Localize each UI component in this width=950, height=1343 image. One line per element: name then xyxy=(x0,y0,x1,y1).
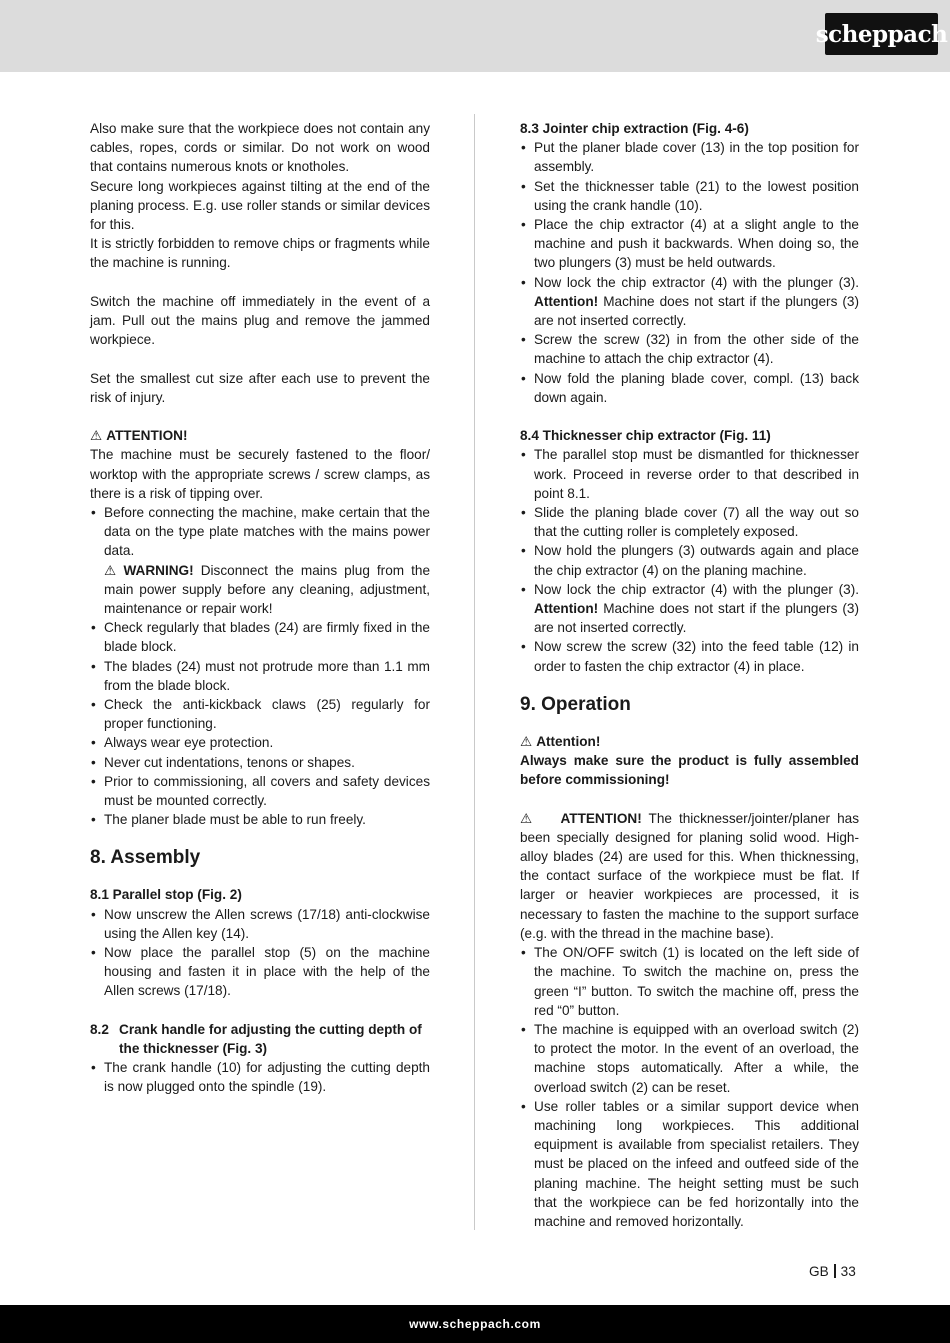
warning-label: WARNING! xyxy=(123,562,194,578)
parallel-stop-list xyxy=(90,905,430,1001)
brand-logo: scheppach xyxy=(825,13,938,55)
attention-paragraph xyxy=(520,809,859,943)
list-item: • Always wear eye protection. xyxy=(90,733,430,752)
footer-bar xyxy=(0,1305,950,1343)
list-item: • The crank handle (10) for adjusting the cutting depth is now plugged onto the spindle (19). xyxy=(90,1058,430,1096)
warning-triangle-icon: ⚠ xyxy=(90,428,103,444)
attention-heading xyxy=(520,732,859,751)
subsection-title: 8.4 Thicknesser chip extractor (Fig. 11) xyxy=(520,428,771,444)
section-title-operation: 9. Operation xyxy=(520,693,631,715)
list-item-text: Now lock the chip extractor (4) with the plunger (3). xyxy=(534,274,859,290)
paragraph: It is strictly forbidden to remove chips or fragments while the machine is running. xyxy=(90,236,430,271)
list-item: • Prior to commissioning, all covers and safety devices must be mounted correctly. xyxy=(90,772,430,810)
paragraph: Switch the machine off immediately in the event of a jam. Pull out the mains plug and remove the jammed workpiece. xyxy=(90,293,430,348)
column-divider xyxy=(474,114,475,1230)
paragraph: Secure long workpieces against tilting at the end of the planing process. E.g. use roller stands or similar devices for this. xyxy=(90,178,430,233)
header-bar xyxy=(0,0,950,72)
list-item: • Check regularly that blades (24) are firmly fixed in the blade block. xyxy=(90,618,430,656)
warning-triangle-icon: ⚠ xyxy=(104,562,120,578)
crank-handle-list xyxy=(90,1058,430,1096)
paragraph: Also make sure that the workpiece does not contain any cables, ropes, cords or similar. Do not work on wood that contains numerous knots or knotholes. xyxy=(90,121,430,175)
language-code: GB xyxy=(809,1264,829,1279)
attention-text: Machine does not start if the plungers (3) are not inserted correctly. xyxy=(534,293,859,329)
warning-triangle-icon: ⚠ xyxy=(520,810,536,826)
list-item: • Place the chip extractor (4) at a slight angle to the machine and push it backwards. When doing so, the two plungers (3) must be held outwards. xyxy=(520,215,859,273)
list-item: • The blades (24) must not protrude more than 1.1 mm from the blade block. xyxy=(90,657,430,695)
list-item: • Now hold the plungers (3) outwards again and place the chip extractor (4) on the planing machine. xyxy=(520,541,859,579)
list-item: • Slide the planing blade cover (7) all the way out so that the cutting roller is completely exposed. xyxy=(520,503,859,541)
safety-list xyxy=(90,503,430,829)
attention-label: ATTENTION! xyxy=(106,428,188,444)
right-column xyxy=(520,119,859,1231)
subsection-number: 8.2 xyxy=(90,1021,109,1037)
attention-text: The thicknesser/jointer/planer has been specially designed for planing solid wood. High-alloy blades (24) are used for this. When thicknessing, the contact surface of the workpiece must be flat. If larger or heavier workpieces are processed, it is necessary to fasten the machine to the support surface (e.g. with the thread in the machine base). xyxy=(520,810,859,941)
list-item: • Screw the screw (32) in from the other side of the machine to attach the chip extractor (4). xyxy=(520,330,859,368)
subsection-title: 8.1 Parallel stop (Fig. 2) xyxy=(90,887,242,903)
list-item: • Use roller tables or a similar support device when machining long workpieces. This additional equipment is available from specialist retailers. They must be placed on the infeed and outfeed side of the planing machine. The height setting must be such that the workpiece can be fed horizontally into the machine and removed horizontally. xyxy=(520,1097,859,1231)
attention-label: Attention! xyxy=(534,293,599,309)
jointer-extraction-list xyxy=(520,138,859,407)
paragraph: Set the smallest cut size after each use to prevent the risk of injury. xyxy=(90,370,430,405)
list-item xyxy=(520,580,859,638)
list-item: • Set the thicknesser table (21) to the lowest position using the crank handle (10). xyxy=(520,177,859,215)
list-item: • Now unscrew the Allen screws (17/18) anti-clockwise using the Allen key (14). xyxy=(90,905,430,943)
list-item xyxy=(90,503,430,618)
list-item xyxy=(520,273,859,331)
list-item: • Put the planer blade cover (13) in the top position for assembly. xyxy=(520,138,859,176)
website-url: www.scheppach.com xyxy=(409,1317,541,1331)
thicknesser-extraction-list xyxy=(520,445,859,675)
page-number xyxy=(809,1264,856,1279)
list-item-text: Now lock the chip extractor (4) with the plunger (3). xyxy=(534,581,859,597)
list-item: • The planer blade must be able to run freely. xyxy=(90,810,430,829)
left-column xyxy=(90,119,430,1097)
section-title-assembly: 8. Assembly xyxy=(90,847,201,869)
subsection-title: 8.3 Jointer chip extraction (Fig. 4-6) xyxy=(520,121,749,136)
warning-text: Disconnect the mains plug from the main power supply before any cleaning, adjustment, maintenance or repair work! xyxy=(104,562,431,617)
attention-label: Attention! xyxy=(534,601,599,617)
attention-heading xyxy=(90,426,430,445)
subsection-title-text: Crank handle for adjusting the cutting depth of the thicknesser (Fig. 3) xyxy=(119,1021,422,1057)
page-number-value: 33 xyxy=(840,1264,856,1279)
attention-text: The machine must be securely fastened to the floor/ worktop with the appropriate screws / screw clamps, as there is a risk of tipping over. xyxy=(90,447,430,501)
list-item: • Now fold the planing blade cover, compl. (13) back down again. xyxy=(520,369,859,407)
warning-triangle-icon: ⚠ xyxy=(520,733,533,749)
attention-label: Attention! xyxy=(536,733,601,749)
attention-text: Machine does not start if the plungers (3) are not inserted correctly. xyxy=(534,601,859,636)
attention-label: ATTENTION! xyxy=(560,810,642,826)
warning-note xyxy=(104,561,430,619)
list-item-text: Before connecting the machine, make certain that the data on the type plate matches with the mains power data. xyxy=(104,505,430,559)
page-separator xyxy=(834,1264,836,1278)
list-item: • Now place the parallel stop (5) on the machine housing and fasten it in place with the help of the Allen screws (17/18). xyxy=(90,943,430,1001)
subsection-title xyxy=(90,1020,430,1058)
operation-list xyxy=(520,943,859,1231)
list-item: • Now screw the screw (32) into the feed table (12) in order to fasten the chip extractor (4) in place. xyxy=(520,637,859,675)
list-item: • The ON/OFF switch (1) is located on the left side of the machine. To switch the machine on, press the green “I” button. To switch the machine off, press the red “0” button. xyxy=(520,943,859,1020)
attention-text: Always make sure the product is fully assembled before commissioning! xyxy=(520,753,859,788)
list-item: • Never cut indentations, tenons or shapes. xyxy=(90,753,430,772)
list-item: • The machine is equipped with an overload switch (2) to protect the motor. In the event of an overload, the machine stops automatically. After a while, the overload switch (2) can be reset. xyxy=(520,1020,859,1097)
list-item: • The parallel stop must be dismantled for thicknesser work. Proceed in reverse order to that described in point 8.1. xyxy=(520,445,859,503)
list-item: • Check the anti-kickback claws (25) regularly for proper functioning. xyxy=(90,695,430,733)
